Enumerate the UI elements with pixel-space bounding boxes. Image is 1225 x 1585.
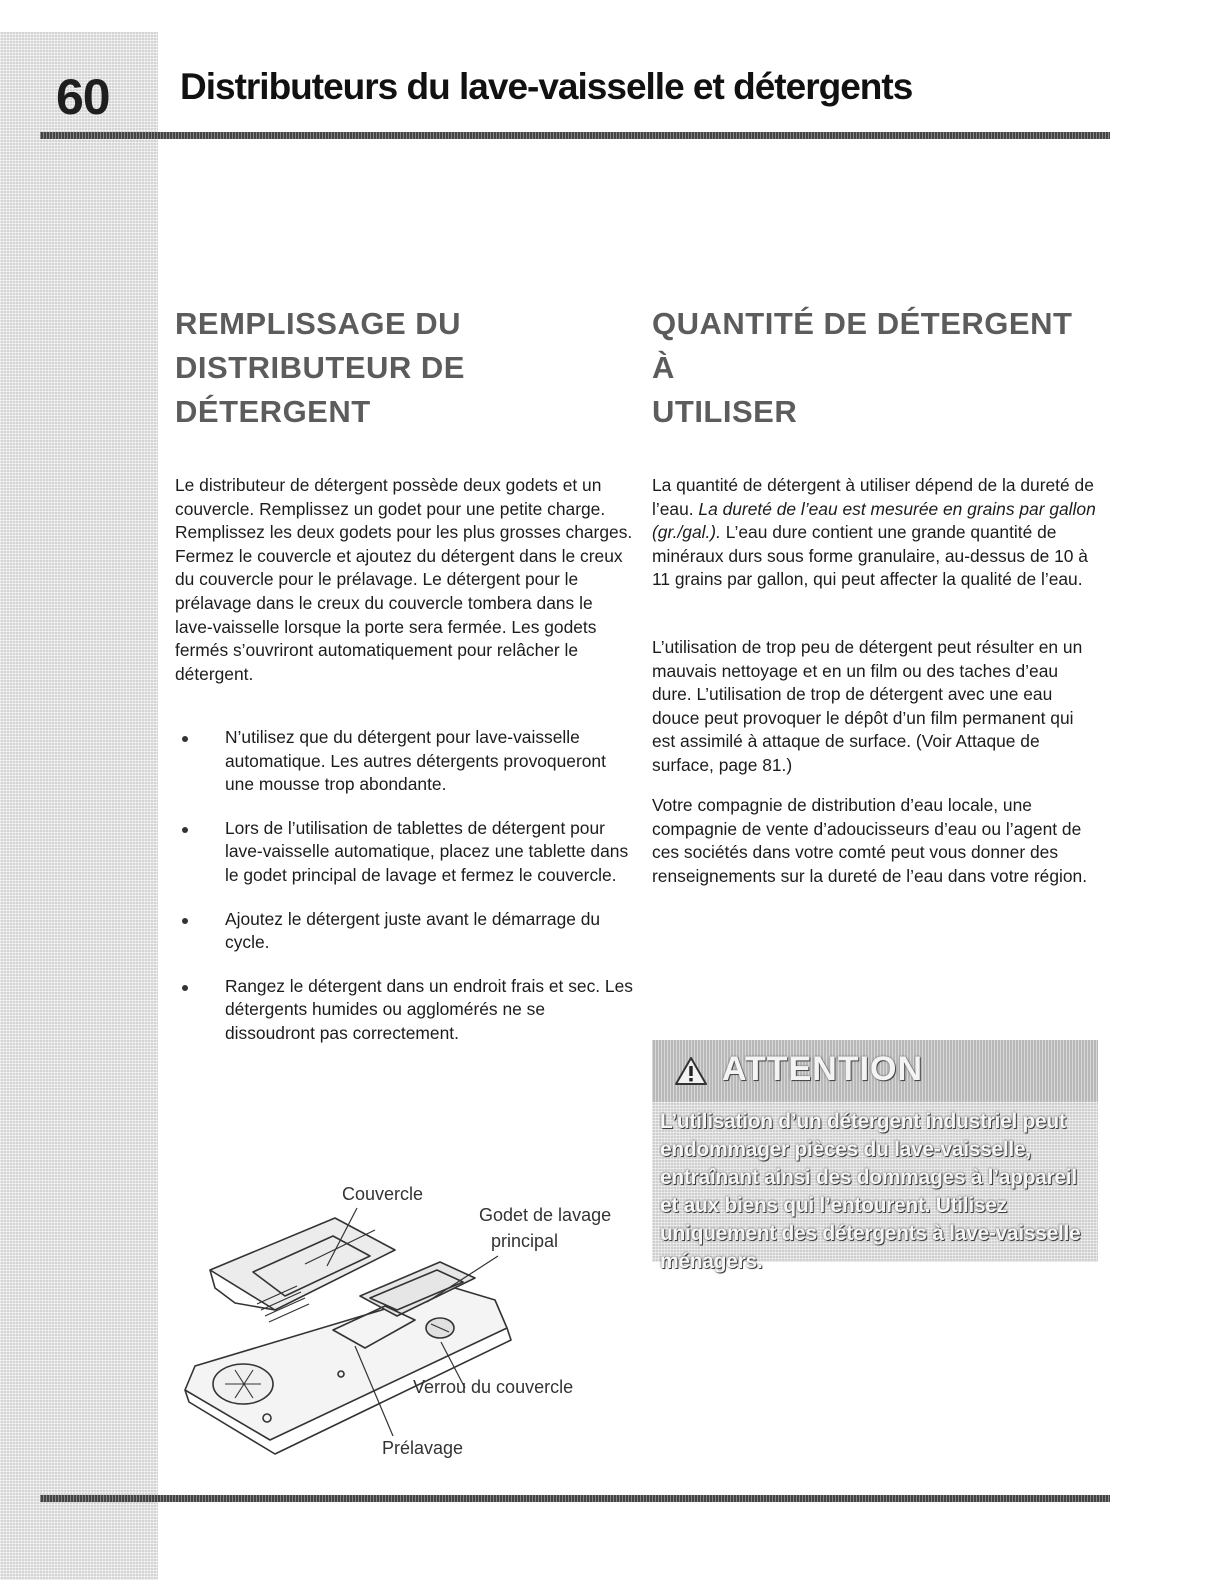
- hardness-text-italic: La dureté de l’eau est mesurée en grains par gallon (gr./gal.).: [652, 498, 1096, 543]
- left-column: [175, 302, 635, 1043]
- left-margin-band: [0, 32, 158, 1580]
- footer-rule: [40, 1495, 1110, 1502]
- warning-triangle-icon: [674, 1056, 708, 1086]
- hardness-paragraph: [652, 474, 1097, 592]
- right-column: [652, 302, 1102, 886]
- label-godet-line1: Godet de lavage: [479, 1205, 612, 1225]
- warning-header: [652, 1040, 1098, 1102]
- bullet-icon: [182, 918, 188, 924]
- header-rule: [40, 132, 1110, 139]
- hardness-text-b: L’eau dure contient une grande quantité de minéraux durs sous forme granulaire, au-dessus de 10 à 11 grains par gallon, qui peut affecter la qualité de l’eau.: [652, 522, 1088, 590]
- list-item-text: Rangez le détergent dans un endroit frais et sec. Les détergents humides ou agglomérés ne se dissoudront pas correctement.: [225, 975, 633, 1043]
- list-item: [175, 726, 635, 797]
- warning-box: [652, 1040, 1098, 1273]
- page-title: Distributeurs du lave-vaisselle et détergents: [180, 66, 913, 107]
- list-item: [175, 908, 635, 955]
- dispenser-base: [185, 1288, 507, 1440]
- intro-paragraph: Le distributeur de détergent possède deux godets et un couvercle. Remplissez un godet pour une petite charge. Remplissez les deux godets pour les plus grosses charges. Fermez le couvercle et ajoutez du détergent dans le creux du couvercle pour le prélavage. Le détergent pour le prélavage dans le creux du couvercle tombera dans le lave-vaisselle lorsque la porte sera fermée. Les godets fermés s’ouvriront automatiquement pour relâcher le détergent.: [175, 475, 633, 684]
- bullet-icon: [182, 827, 188, 833]
- list-item-text: Lors de l’utilisation de tablettes de détergent pour lave-vaisselle automatique, placez une tablette dans le godet principal de lavage et fermez le couvercle.: [225, 817, 629, 885]
- bullet-icon: [182, 985, 188, 991]
- water-company-paragraph: Votre compagnie de distribution d’eau locale, une compagnie de vente d’adoucisseurs d’eau ou l’agent de ces sociétés dans votre comté peut vous donner des renseignements sur la dureté de l’eau dans votre région.: [652, 795, 1088, 886]
- list-item: [175, 975, 635, 1046]
- quantity-paragraph: L’utilisation de trop peu de détergent peut résulter en un mauvais nettoyage et en un film ou des taches d’eau dure. L’utilisation de trop de détergent avec une eau douce peut provoquer le dépôt d’un film permanent qui est assimilé à attaque de surface. (Voir Attaque de surface, page 81.): [652, 637, 1083, 775]
- label-prelavage: Prélavage: [382, 1438, 464, 1458]
- label-verrou: Verrou du couvercle: [413, 1377, 574, 1397]
- instruction-list: [175, 726, 635, 1066]
- section-heading-quantite: QUANTITÉ DE DÉTERGENT À UTILISER: [652, 306, 1073, 429]
- list-item-text: N’utilisez que du détergent pour lave-vaisselle automatique. Les autres détergents provoqueront une mousse trop abondante.: [225, 727, 606, 795]
- warning-text: L’utilisation d’un détergent industriel peut endommager pièces du lave-vaisselle, entraînant ainsi des dommages à l’appareil et aux biens qui l’entourent. Utilisez uniquement des détergents à lave-vaisselle ménagers.: [660, 1110, 1081, 1273]
- bullet-icon: [182, 736, 188, 742]
- label-godet-line2: principal: [491, 1231, 559, 1251]
- list-item-text: Ajoutez le détergent juste avant le démarrage du cycle.: [225, 908, 601, 953]
- label-couvercle: Couvercle: [342, 1184, 424, 1204]
- detergent-dispenser-diagram: [165, 1178, 645, 1478]
- list-item: [175, 817, 635, 888]
- section-heading-remplissage: REMPLISSAGE DU DISTRIBUTEUR DE DÉTERGENT: [175, 306, 465, 429]
- hardness-text-a: La quantité de détergent à utiliser dépend de la dureté de l’eau.: [652, 475, 1094, 519]
- warning-title: ATTENTION: [722, 1050, 924, 1088]
- page-number: 60: [56, 69, 110, 125]
